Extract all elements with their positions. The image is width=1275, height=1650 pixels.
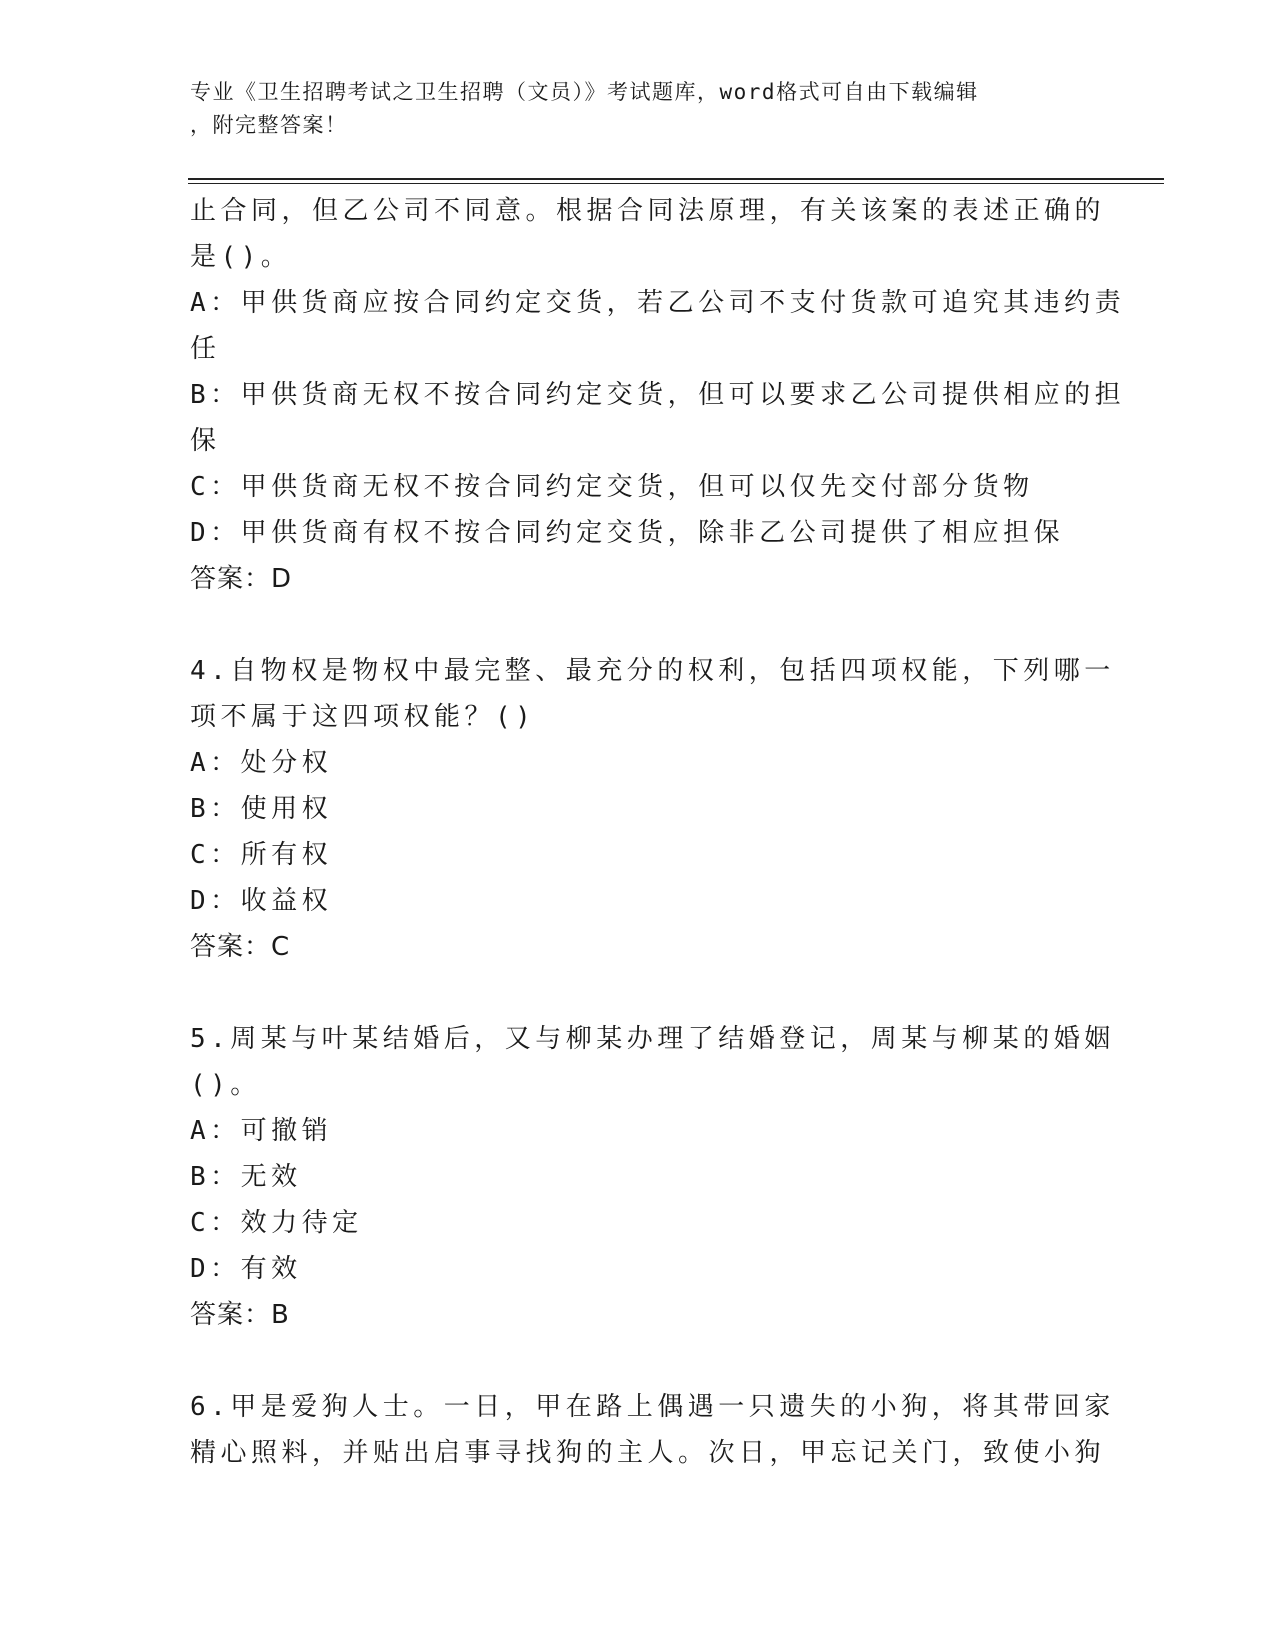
option-d: D：甲供货商有权不按合同约定交货，除非乙公司提供了相应担保	[190, 518, 1065, 548]
option-a: A：甲供货商应按合同约定交货，若乙公司不支付货款可追究其违约责	[190, 288, 1126, 318]
question-3-continued	[190, 188, 1126, 602]
answer-label: 答案：D	[190, 564, 293, 594]
answer-label: 答案：C	[190, 932, 291, 962]
option-d: D：收益权	[190, 886, 333, 916]
question-5	[190, 1016, 1115, 1338]
option-d: D：有效	[190, 1254, 302, 1284]
option-a-wrap: 任	[190, 334, 221, 364]
header-divider-thin	[188, 183, 1164, 184]
option-c: C：甲供货商无权不按合同约定交货，但可以仅先交付部分货物	[190, 472, 1034, 502]
option-a: A：可撤销	[190, 1116, 333, 1146]
answer-label: 答案：B	[190, 1300, 290, 1330]
question-stem-line: 5.周某与叶某结婚后，又与柳某办理了结婚登记，周某与柳某的婚姻	[190, 1024, 1115, 1054]
option-b: B：使用权	[190, 794, 333, 824]
option-b: B：甲供货商无权不按合同约定交货，但可以要求乙公司提供相应的担	[190, 380, 1126, 410]
spacer	[190, 1338, 1090, 1384]
question-stem-line: ()。	[190, 1070, 261, 1100]
question-stem-line: 项不属于这四项权能？()	[190, 702, 536, 732]
spacer	[190, 970, 1090, 1016]
option-c: C：所有权	[190, 840, 333, 870]
header-line-1: 专业《卫生招聘考试之卫生招聘（文员）》考试题库，word格式可自由下载编辑	[190, 80, 979, 104]
header-divider-thick	[188, 178, 1164, 180]
question-stem-line: 是()。	[190, 242, 292, 272]
header-line-2: ，附完整答案！	[190, 113, 348, 137]
option-b: B：无效	[190, 1162, 302, 1192]
option-b-wrap: 保	[190, 426, 221, 456]
question-stem-line: 4.自物权是物权中最完整、最充分的权利，包括四项权能，下列哪一	[190, 656, 1115, 686]
spacer	[190, 602, 1090, 648]
option-c: C：效力待定	[190, 1208, 363, 1238]
question-list	[190, 188, 1126, 1476]
question-stem-line: 6.甲是爱狗人士。一日，甲在路上偶遇一只遗失的小狗，将其带回家	[190, 1392, 1115, 1422]
question-6	[190, 1384, 1115, 1476]
option-a: A：处分权	[190, 748, 333, 778]
question-stem-line: 精心照料，并贴出启事寻找狗的主人。次日，甲忘记关门，致使小狗	[190, 1438, 1106, 1468]
question-stem-line: 止合同，但乙公司不同意。根据合同法原理，有关该案的表述正确的	[190, 196, 1106, 226]
question-4	[190, 648, 1115, 970]
document-header	[190, 76, 1070, 142]
